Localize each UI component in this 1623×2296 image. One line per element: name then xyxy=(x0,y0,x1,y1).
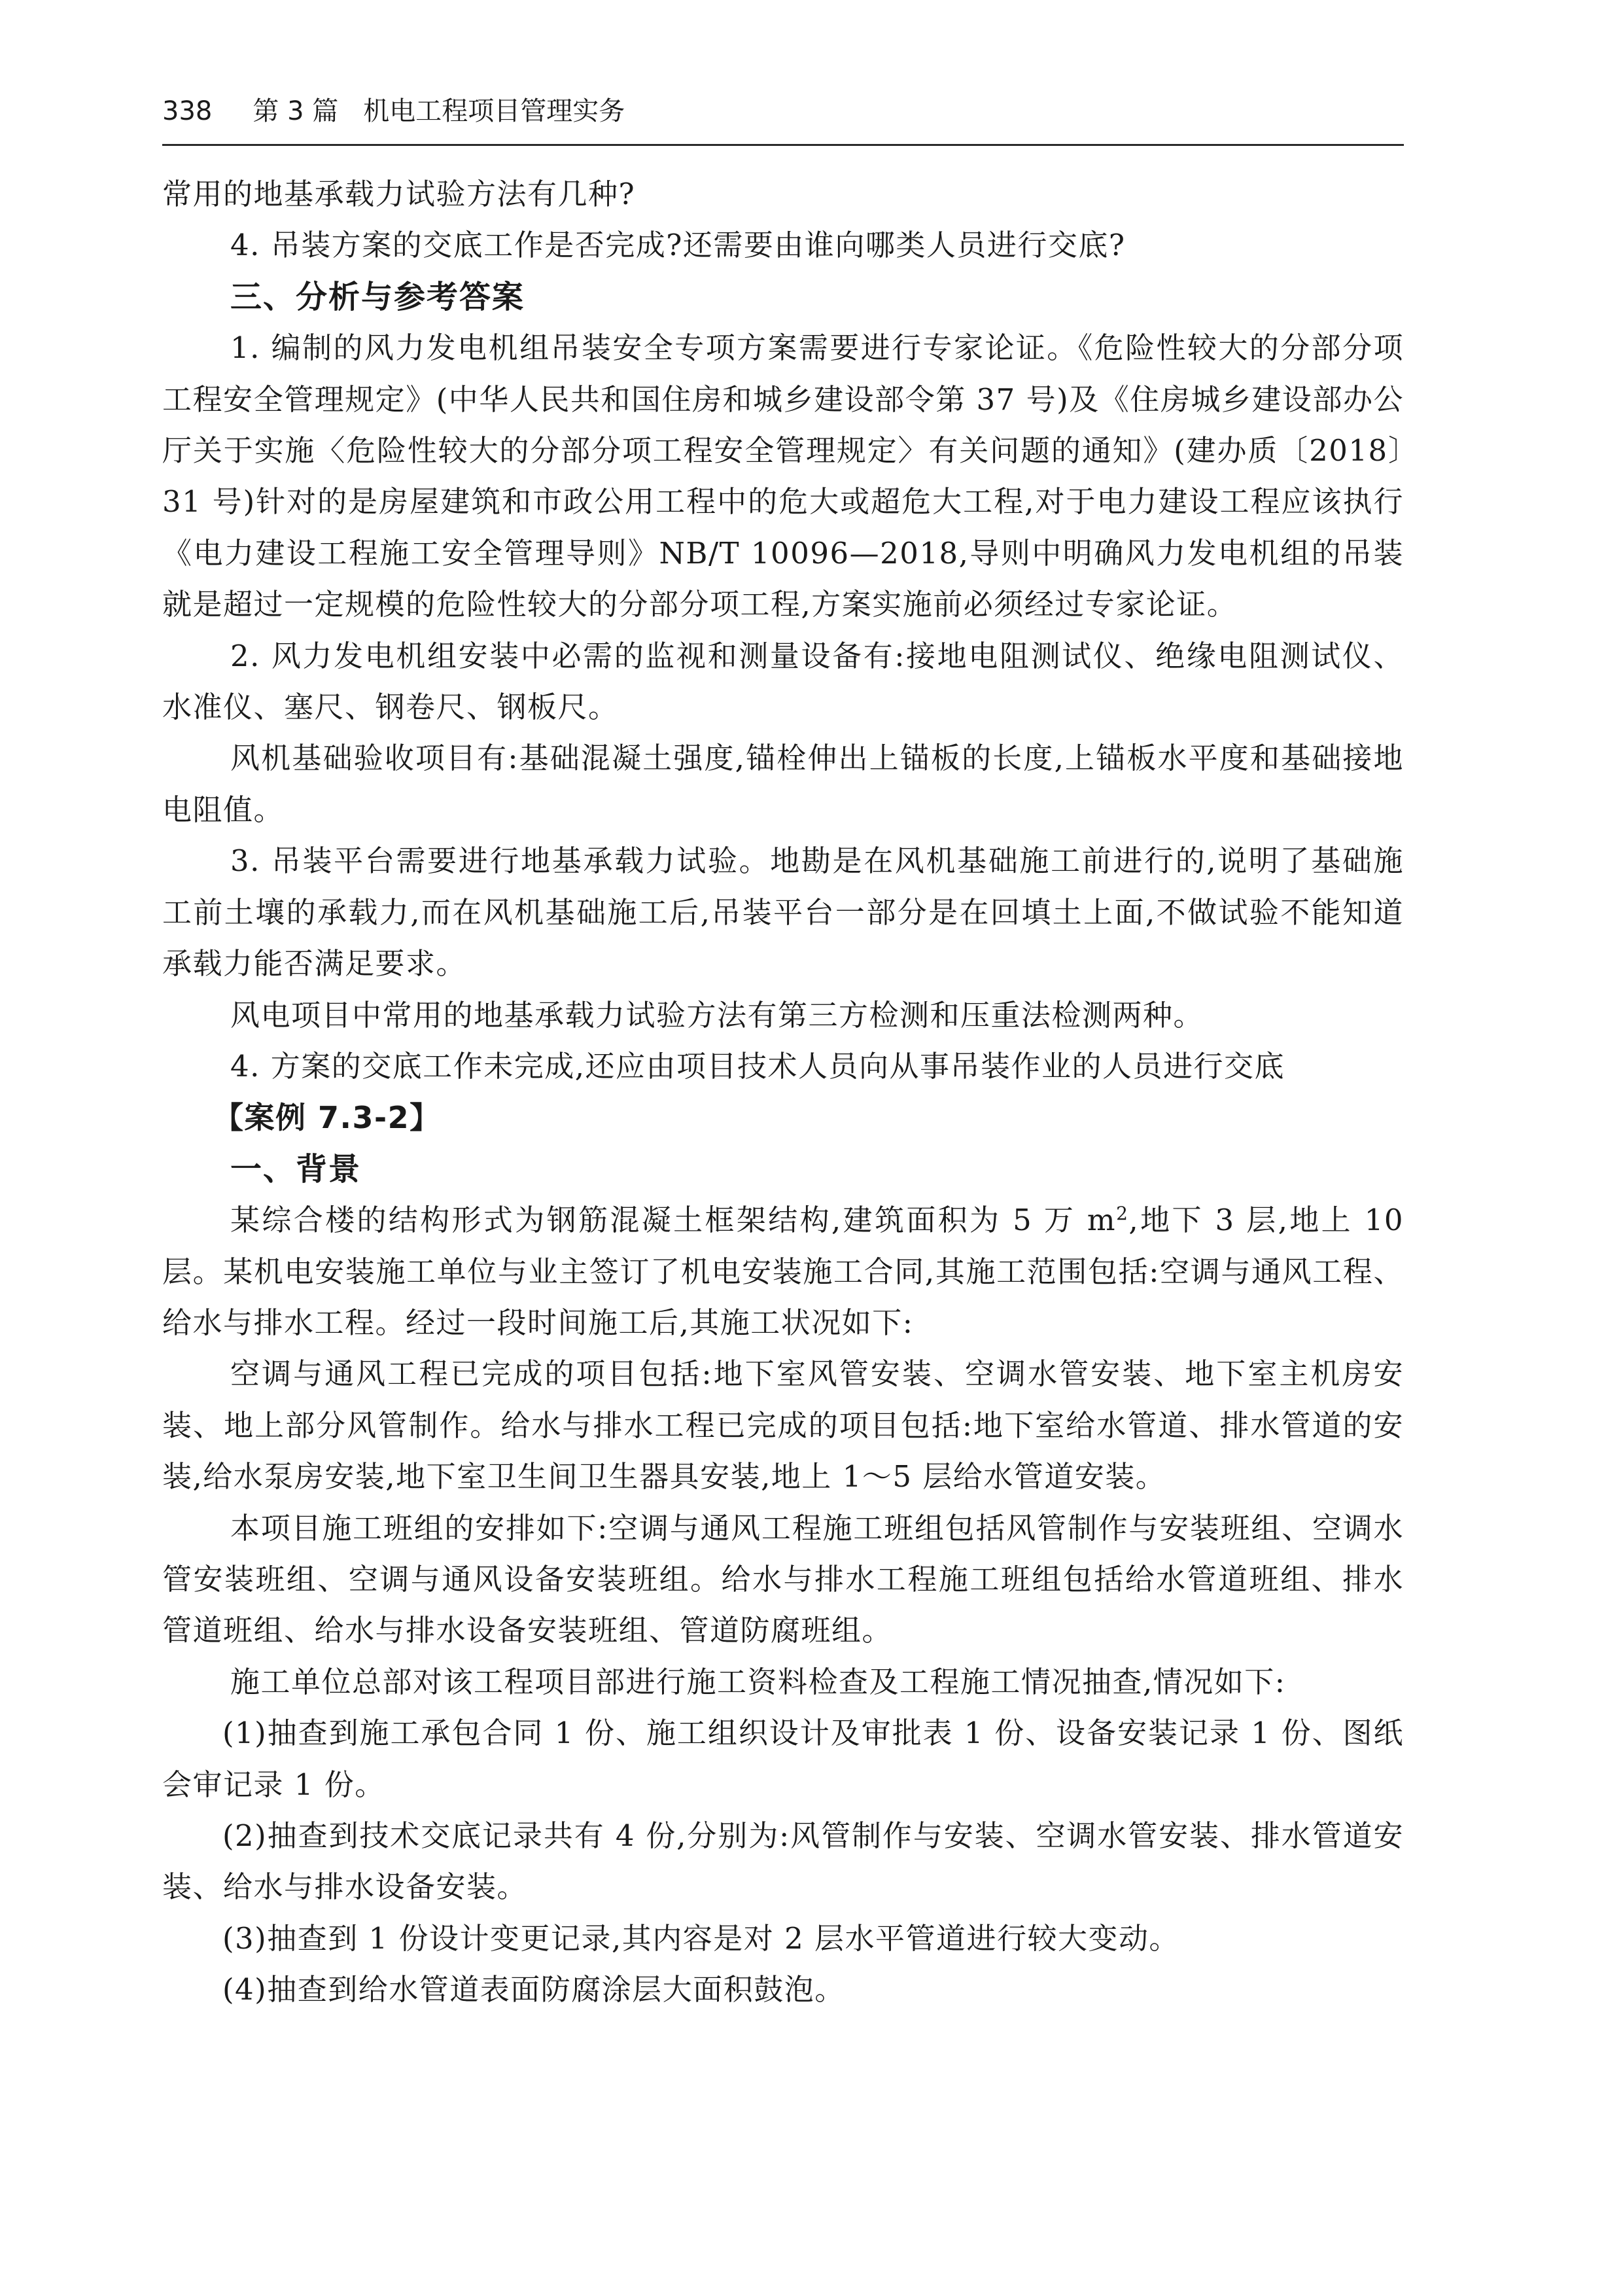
answer-1: 1. 编制的风力发电机组吊装安全专项方案需要进行专家论证。《危险性较大的分部分项工程安全管理规定》(中华人民共和国住房和城乡建设部令第 37 号)及《住房城乡建设部办公厅关于实施〈危险性较大的分部分项工程安全管理规定〉有关问题的通知》(建办质〔2018〕31 号)针对的是房屋建筑和市政公用工程中的危大或超危大工程,对于电力建设工程应该执行《电力建设工程施工安全管理导则》NB/T 10096—2018,导则中明确风力发电机组的吊装就是超过一定规模的危险性较大的分部分项工程,方案实施前必须经过专家论证。 xyxy=(162,330,1404,622)
background-paragraph-4: 施工单位总部对该工程项目部进行施工资料检查及工程施工情况抽查,情况如下: xyxy=(230,1664,1286,1699)
inspection-item-3: (3)抽查到 1 份设计变更记录,其内容是对 2 层水平管道进行较大变动。 xyxy=(222,1920,1180,1956)
background-paragraph-2: 空调与通风工程已完成的项目包括:地下室风管安装、空调水管安装、地下室主机房安装、地上部分风管制作。给水与排水工程已完成的项目包括:地下室给水管道、排水管道的安装,给水泵房安装,地下室卫生间卫生器具安装,地上 1～5 层给水管道安装。 xyxy=(162,1356,1404,1494)
section-heading-analysis: 三、分析与参考答案 xyxy=(230,278,525,315)
background-text-a: 某综合楼的结构形式为钢筋混凝土框架结构,建筑面积为 5 万 m xyxy=(230,1203,1117,1238)
question-4: 4. 吊装方案的交底工作是否完成?还需要由谁向哪类人员进行交底? xyxy=(230,228,1126,263)
page-number: 338 xyxy=(162,96,213,126)
background-paragraph-3: 本项目施工班组的安排如下:空调与通风工程施工班组包括风管制作与安装班组、空调水管安装班组、空调与通风设备安装班组。给水与排水工程施工班组包括给水管道班组、排水管道班组、给水与排水设备安装班组、管道防腐班组。 xyxy=(162,1510,1404,1648)
continuation-text: 常用的地基承载力试验方法有几种? xyxy=(162,177,636,211)
inspection-item-1: (1)抽查到施工承包合同 1 份、施工组织设计及审批表 1 份、设备安装记录 1 份、图纸会审记录 1 份。 xyxy=(162,1716,1404,1802)
section-heading-background: 一、背景 xyxy=(230,1150,362,1188)
inspection-item-2: (2)抽查到技术交底记录共有 4 份,分别为:风管制作与安装、空调水管安装、排水管道安装、给水与排水设备安装。 xyxy=(162,1818,1404,1905)
background-text-b: ,地下 3 层,地上 10 层。某机电安装施工单位与业主签订了机电安装施工合同,其施工范围包括:空调与通风工程、给水与排水工程。经过一段时间施工后,其施工状况如下: xyxy=(162,1203,1404,1340)
answer-3-methods: 风电项目中常用的地基承载力试验方法有第三方检测和压重法检测两种。 xyxy=(230,997,1204,1033)
background-paragraph-1 xyxy=(162,1195,1404,1349)
page-body xyxy=(162,169,1404,2016)
answer-2: 2. 风力发电机组安装中必需的监视和测量设备有:接地电阻测试仪、绝缘电阻测试仪、水准仪、塞尺、钢卷尺、钢板尺。 xyxy=(162,638,1404,725)
inspection-item-4: (4)抽查到给水管道表面防腐涂层大面积鼓泡。 xyxy=(222,1972,845,2007)
part-label: 第 3 篇 xyxy=(253,96,339,126)
answer-4: 4. 方案的交底工作未完成,还应由项目技术人员向从事吊装作业的人员进行交底 xyxy=(230,1048,1285,1084)
area-superscript: 2 xyxy=(1116,1203,1129,1225)
answer-2-acceptance: 风机基础验收项目有:基础混凝土强度,锚栓伸出上锚板的长度,上锚板水平度和基础接地电阻值。 xyxy=(162,741,1404,827)
running-title: 机电工程项目管理实务 xyxy=(363,96,625,126)
answer-3: 3. 吊装平台需要进行地基承载力试验。地勘是在风机基础施工前进行的,说明了基础施工前土壤的承载力,而在风机基础施工后,吊装平台一部分是在回填土上面,不做试验不能知道承载力能否满足要求。 xyxy=(162,843,1404,981)
case-title: 【案例 7.3-2】 xyxy=(213,1100,441,1136)
page-header xyxy=(162,90,1404,146)
